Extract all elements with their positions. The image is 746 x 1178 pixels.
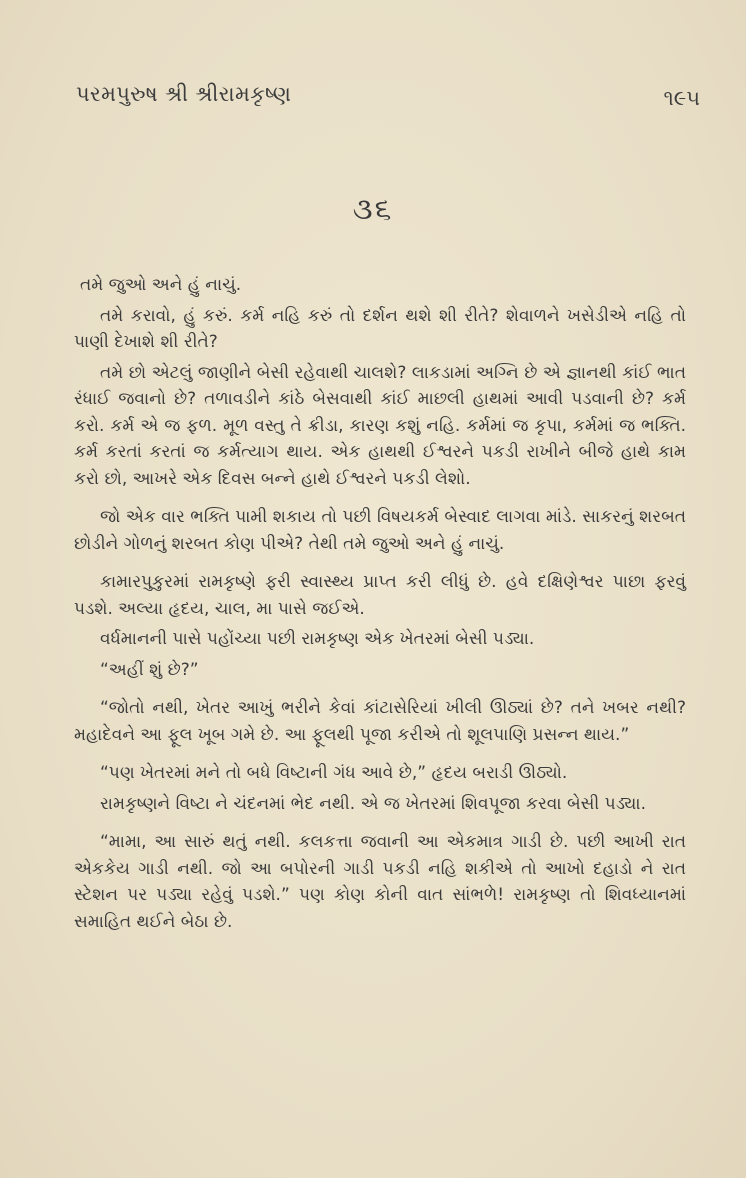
paragraph: તમે કરાવો, હું કરું. કર્મ નહિ કરું તો દર્શન થશે શી રીતે? શેવાળને ખસેડીએ નહિ તો પાણી દેખાશે શી રીતે? xyxy=(74,305,686,352)
paragraph: “મામા, આ સારું થતું નથી. કલકત્તા જવાની આ એકમાત્ર ગાડી છે. પછી આખી રાત એકકેય ગાડી નથી. જો આ બપોરની ગાડી પકડી નહિ શકીએ તો આખો દહાડો ને રાત સ્ટેશન પર પડ્યા રહેવું પડશે.” પણ કોણ કોની વાત સાંભળે! રામકૃષ્ણ તો શિવધ્યાનમાં સમાહિત થઈને બેઠા છે. xyxy=(74,832,686,932)
running-title: પરમપુરુષ શ્રી શ્રીરામકૃષ્ણ xyxy=(76,82,292,106)
paragraph: “પણ ખેતરમાં મને તો બધે વિષ્ટાની ગંધ આવે છે,” હૃદય બરાડી ઊઠ્યો. xyxy=(100,763,568,783)
paragraph: તમે જુઓ અને હું નાચું. xyxy=(80,275,242,295)
page-header xyxy=(76,82,700,116)
paragraph: જો એક વાર ભક્તિ પામી શકાય તો પછી વિષયકર્મ બેસ્વાદ લાગવા માંડે. સાકરનું શરબત છોડીને ગોળનું શરબત કોણ પીએ? તેથી તમે જુઓ અને હું નાચું. xyxy=(74,507,686,554)
paragraph: “અહીં શું છે?” xyxy=(100,659,199,680)
body-text xyxy=(74,272,686,939)
chapter-number: ૩૬ xyxy=(352,192,394,227)
paragraph: રામકૃષ્ણને વિષ્ટા ને ચંદનમાં ભેદ નથી. એ જ ખેતરમાં શિવપૂજા કરવા બેસી પડ્યા. xyxy=(100,793,646,814)
paragraph: વર્ધમાનની પાસે પહોંચ્યા પછી રામકૃષ્ણ એક ખેતરમાં બેસી પડ્યા. xyxy=(100,629,535,649)
page-number: ૧૯૫ xyxy=(663,86,700,110)
paragraph: “જોતો નથી, ખેતર આખું ભરીને કેવાં કાંટાસેરિયાં ખીલી ઊઠ્યાં છે? તને ખબર નથી? મહાદેવને આ ફૂલ ખૂબ ગમે છે. આ ફૂલથી પૂજા કરીએ તો શૂલપાણિ પ્રસન્ન થાય.” xyxy=(74,698,686,745)
paragraph: કામારપુકુરમાં રામકૃષ્ણે ફરી સ્વાસ્થ્ય પ્રાપ્ત કરી લીધું છે. હવે દક્ષિણેશ્વર પાછા ફરવું પડશે. અલ્યા હૃદય, ચાલ, મા પાસે જઈએ. xyxy=(74,572,686,619)
paragraph: તમે છો એટલું જાણીને બેસી રહેવાથી ચાલશે? લાકડામાં અગ્નિ છે એ જ્ઞાનથી કાંઈ ભાત રંધાઈ જવાનો છે? તળાવડીને કાંઠે બેસવાથી કાંઈ માછલી હાથમાં આવી પડવાની છે? કર્મ કરો. કર્મ એ જ ફળ. મૂળ વસ્તુ તે ક્રીડા, કારણ કશું નહિ. કર્મમાં જ કૃપા, કર્મમાં જ ભક્તિ. કર્મ કરતાં કરતાં જ કર્મત્યાગ થાય. એક હાથથી ઈશ્વરને પકડી રાખીને બીજે હાથે કામ કરો છો, આખરે એક દિવસ બન્ને હાથે ઈશ્વરને પકડી લેશો. xyxy=(74,362,686,489)
